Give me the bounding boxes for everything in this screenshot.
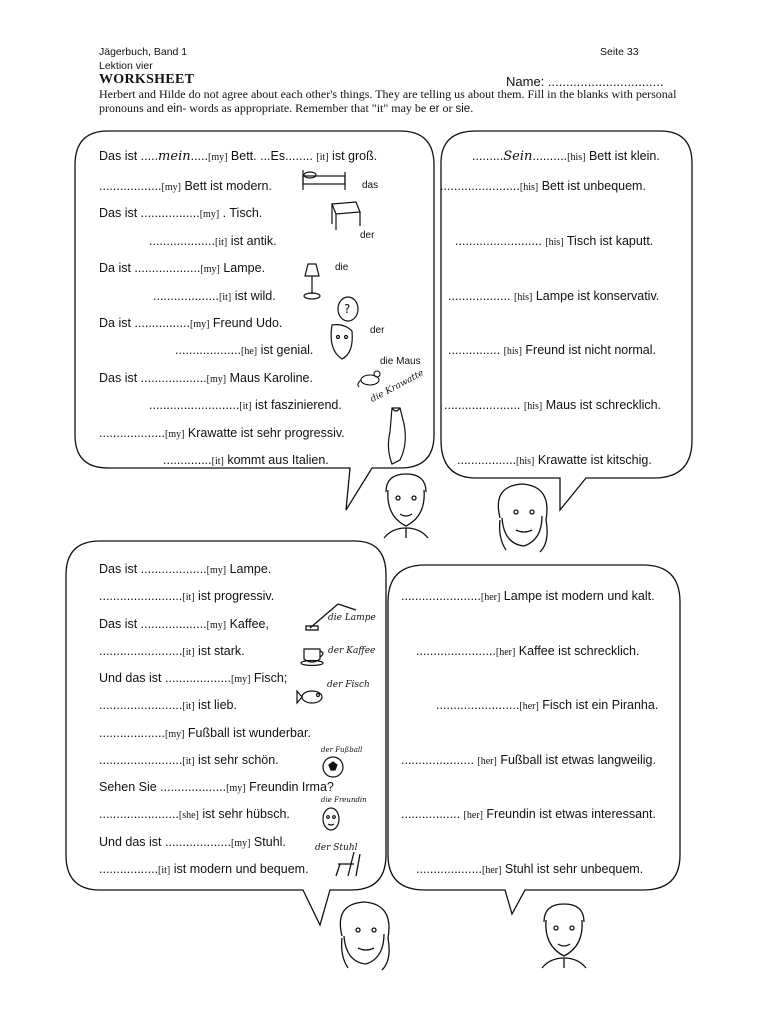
hint-bracket: [my] [200,264,220,275]
hint-bracket: [her] [519,701,539,712]
label-die-maus: die Maus [380,356,421,367]
label-der-stuhl: der Stuhl [315,843,358,853]
hint-bracket: [it] [219,292,232,303]
sentence-line[interactable]: ..................[my] Bett ist modern. [99,179,272,193]
hint-bracket: [his] [567,152,586,163]
hilde-portrait-icon-2 [330,896,400,974]
hint-bracket: [it] [182,701,195,712]
sentence-line[interactable]: Das ist .....mein.....[my] Bett. ...Es........ [it] ist groß. [99,149,378,164]
sentence-line[interactable]: ..........................[it] ist faszinierend. [149,398,342,412]
name-field[interactable]: Name: ................................ [506,74,664,89]
sentence-line[interactable]: .................. [his] Lampe ist konservativ. [448,289,660,303]
hint-bracket: [his] [523,401,543,412]
mouse-icon [356,368,384,388]
girlfriend-face-icon [318,804,344,834]
sentence-line[interactable]: Sehen Sie ...................[my] Freundin Irma? [99,780,334,794]
sentence-line[interactable]: ......................... [his] Tisch ist kaputt. [455,234,654,248]
svg-text:?: ? [344,302,351,316]
sentence-line[interactable]: ............... [his] Freund ist nicht normal. [448,343,657,357]
hint-bracket: [it] [158,865,171,876]
herbert-portrait-icon [376,470,438,540]
sentence-line[interactable]: ...................[my] Krawatte ist sehr progressiv. [99,426,345,440]
tie-icon [378,404,412,466]
instructions-end: . [470,100,474,115]
sentence-line[interactable]: Und das ist ...................[my] Fisch; [99,671,288,685]
sentence-line[interactable]: ...................[he] ist genial. [175,343,314,357]
label-der-tisch: der [360,230,375,241]
sentence-line[interactable]: .......................[his] Bett ist unbequem. [440,179,646,193]
sentence-line[interactable]: Das ist ...................[my] Kaffee, [99,617,269,631]
sentence-line[interactable]: ...................[her] Stuhl ist sehr unbequem. [416,862,644,876]
page-number: Seite 33 [600,46,639,58]
hint-bracket: [my] [207,152,228,163]
herbert-portrait-icon-2 [534,900,596,970]
label-die-freundin: die Freundin [321,796,367,804]
hint-bracket: [she] [178,810,199,821]
instructions-ein: ein- [167,102,187,115]
label-der-fussball: der Fußball [321,746,363,754]
instructions-er: er [429,102,440,115]
hint-bracket: [my] [206,620,227,631]
answer-text: mein [158,149,191,164]
label-der-freund: der [370,325,385,336]
lamp-icon [300,262,324,302]
hint-bracket: [he] [241,346,258,357]
label-die-lampe-2: die Lampe [328,613,376,623]
lesson-label: Lektion vier [99,60,153,72]
worksheet-title: WORKSHEET [99,72,195,87]
fish-icon [296,684,326,710]
instructions-text-2: words as appropriate. Remember that "it" may be [186,100,430,115]
hint-bracket: [his] [545,237,564,248]
sentence-line[interactable]: ........................[it] ist lieb. [99,698,237,712]
hint-bracket: [my] [165,429,185,440]
label-der-fisch: der Fisch [327,680,370,690]
hint-bracket: [his] [516,456,535,467]
hilde-portrait-icon [488,478,558,556]
hint-bracket: [my] [226,783,246,794]
sentence-line[interactable]: Und das ist ...................[my] Stuhl. [99,835,286,849]
hint-bracket: [my] [165,729,185,740]
friend-face-icon [324,295,364,365]
table-icon [326,198,362,232]
hint-bracket: [it] [182,756,195,767]
sentence-line[interactable]: ........................[it] ist progressiv. [99,589,275,603]
sentence-line[interactable]: Das ist .................[my] . Tisch. [99,206,263,220]
soccer-ball-icon [320,754,346,780]
sentence-line[interactable]: .......................[she] ist sehr hübsch. [99,807,290,821]
label-die-lampe: die [335,262,349,273]
sentence-line[interactable]: ........................[it] ist stark. [99,644,245,658]
hint-bracket: [it] [215,237,228,248]
instructions-text-1: Herbert and Hilde do not agree about each other's things. They are telling us about them. Fill in the blanks with personal pronouns and [99,87,677,115]
hint-bracket: [her] [477,756,497,767]
sentence-line[interactable]: ...................... [his] Maus ist schrecklich. [444,398,662,412]
hint-bracket: [his] [503,346,522,357]
bed-icon [300,168,350,194]
sentence-line[interactable]: .......................[her] Lampe ist modern und kalt. [401,589,655,603]
hint-bracket: [it] [239,401,252,412]
desk-lamp-icon [304,596,360,632]
sentence-line[interactable]: ..................... [her] Fußball ist etwas langweilig. [401,753,656,767]
sentence-line[interactable]: .......................[her] Kaffee ist schrecklich. [416,644,640,658]
coffee-cup-icon [300,641,328,667]
sentence-line[interactable]: Das ist ...................[my] Maus Karoline. [99,371,313,385]
label-die-krawatte: die Krawatte [369,368,426,405]
instructions-sie: sie [455,102,471,115]
hint-bracket: [his] [519,182,539,193]
hint-bracket: [my] [206,565,227,576]
label-das-bett: das [362,180,379,191]
instructions-or: or [439,100,456,115]
hint-bracket: [her] [482,865,502,876]
sentence-line[interactable]: ........................[it] ist sehr schön. [99,753,279,767]
hint-bracket: [it] [182,647,195,658]
sentence-line[interactable]: .................[it] ist modern und bequem. [99,862,309,876]
hint-bracket: [it] [182,592,195,603]
sentence-line[interactable]: ........................[her] Fisch ist ein Piranha. [436,698,659,712]
hint-bracket: [my] [161,182,181,193]
sentence-line[interactable]: ..............[it] kommt aus Italien. [163,453,329,467]
hint-bracket: [my] [231,674,251,685]
sentence-line[interactable]: .................[his] Krawatte ist kitschig. [457,453,652,467]
answer-text: Sein [503,149,533,164]
sentence-line[interactable]: Das ist ...................[my] Lampe. [99,562,272,576]
hint-bracket: [her] [480,592,501,603]
label-der-kaffee: der Kaffee [328,646,376,656]
sentence-line[interactable]: ...................[it] ist wild. [153,289,276,303]
chair-icon [334,850,364,878]
sentence-line[interactable]: ...................[my] Fußball ist wunderbar. [99,726,311,740]
book-title: Jägerbuch, Band 1 [99,46,188,58]
sentence-line[interactable]: ................. [her] Freundin ist etwas interessant. [401,807,656,821]
hint-bracket: [it] [211,456,224,467]
hint-bracket: [my] [199,209,220,220]
hint-bracket: [it] [316,152,329,163]
hint-bracket: [her] [463,810,483,821]
sentence-line[interactable]: ...................[it] ist antik. [149,234,277,248]
hint-bracket: [my] [206,374,227,385]
hint-bracket: [my] [231,838,251,849]
sentence-line[interactable]: Da ist ................[my] Freund Udo. [99,316,283,330]
hint-bracket: [her] [495,647,516,658]
sentence-line[interactable]: .........Sein..........[his] Bett ist klein. [472,149,660,164]
hint-bracket: [my] [190,319,210,330]
hint-bracket: [his] [514,292,533,303]
sentence-line[interactable]: Da ist ...................[my] Lampe. [99,261,266,275]
